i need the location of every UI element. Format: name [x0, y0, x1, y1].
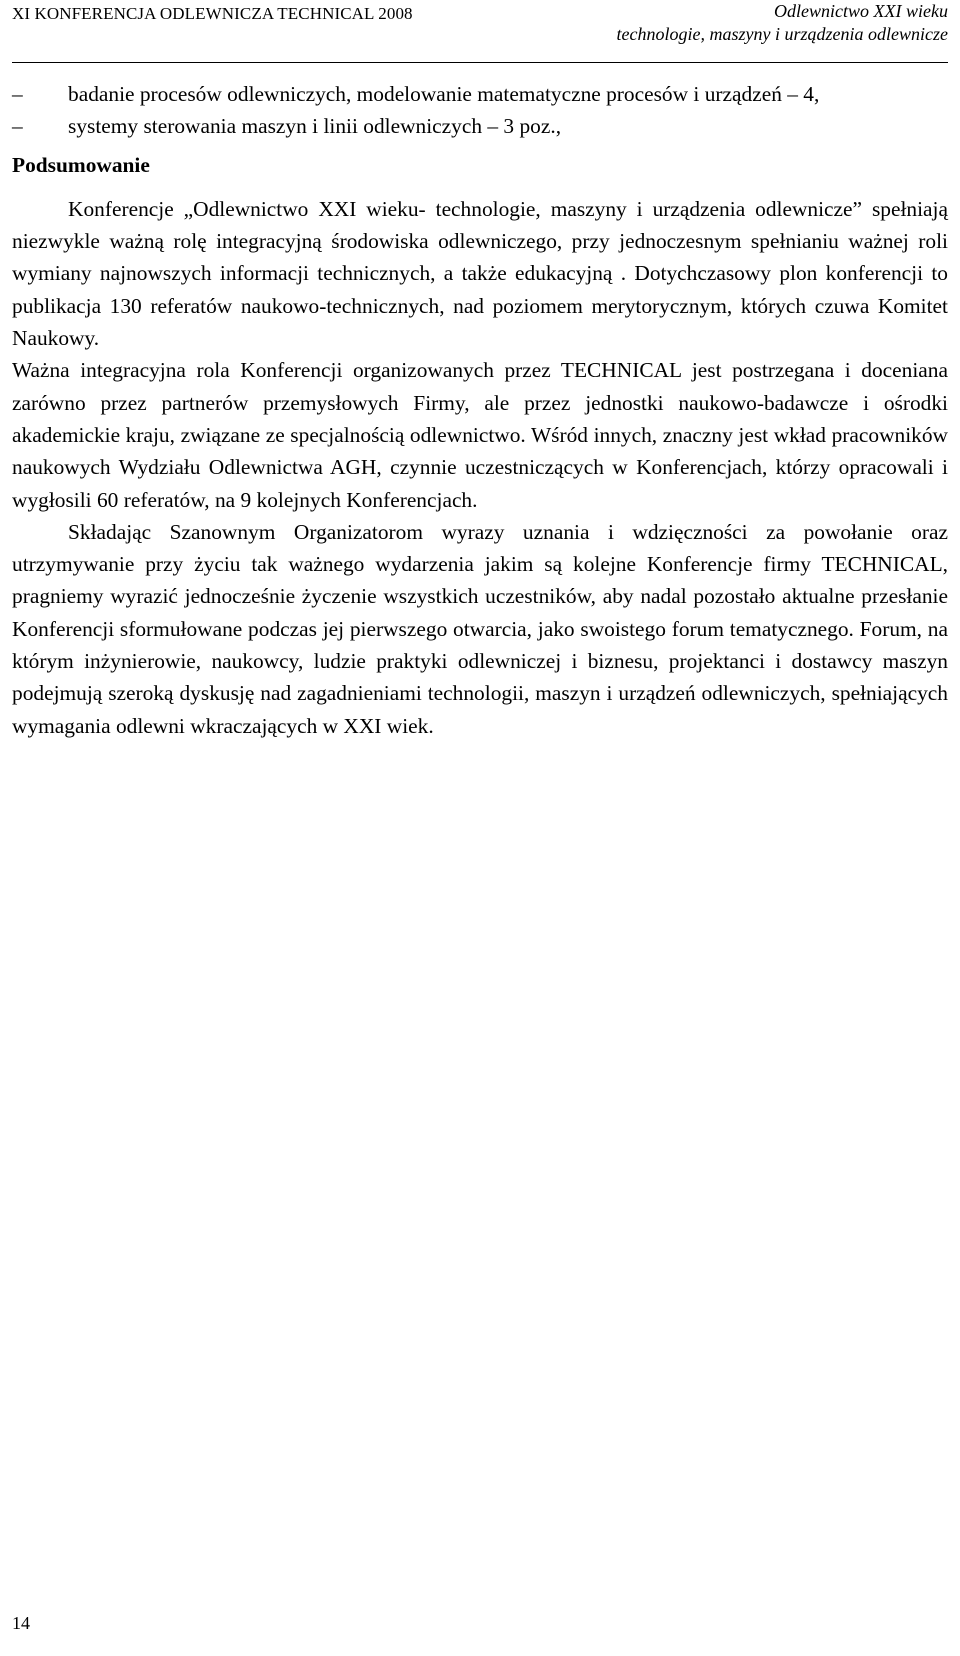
document-body [12, 78, 948, 742]
header-journal-title [617, 0, 948, 46]
list-dash: – [12, 114, 23, 139]
list-item [12, 78, 948, 110]
list-dash: – [12, 82, 23, 106]
header-journal-line1: Odlewnictwo XXI wieku [774, 1, 948, 21]
list-item-text: systemy sterowania maszyn i linii odlewniczych – 3 poz., [68, 114, 562, 139]
paragraph: Konferencje „Odlewnictwo XXI wieku- technologie, maszyny i urządzenia odlewnicze” spełniają niezwykle ważną rolę integracyjną środowiska odlewniczego, przy jednoczesnym spełnianiu ważnej roli wymiany najnowszych informacji technicznych, a także edukacyjną . Dotychczasowy plon konferencji to publikacja 130 referatów naukowo-technicznych, nad poziomem merytorycznym, których czuwa Komitet Naukowy. [12, 196, 948, 351]
running-header [12, 0, 948, 63]
paragraph: Składając Szanownym Organizatorom wyrazy uznania i wdzięczności za powołanie oraz utrzymywanie przy życiu tak ważnego wydarzenia jakim są kolejne Konferencje firmy TECHNICAL, pragniemy wyrazić jednocześnie życzenie wszystkich uczestników, aby nadal pozostało aktualne przesłanie Konferencji sformułowane podczas jej pierwszego otwarcia, jako swoistego forum tematycznego. Forum, na którym inżynierowie, naukowcy, ludzie praktyki odlewniczej i biznesu, projektanci i dostawcy maszyn podejmują szeroką dyskusję nad zagadnieniami technologii, maszyn i urządzeń odlewniczych, spełniających wymagania odlewni wkraczających w XXI wiek. [12, 519, 948, 738]
header-journal-line2: technologie, maszyny i urządzenia odlewnicze [616, 24, 948, 44]
page-number: 14 [12, 1613, 30, 1633]
list-item-text: badanie procesów odlewniczych, modelowanie matematyczne procesów i urządzeń – 4, [68, 82, 820, 106]
header-conference-title: XI KONFERENCJA ODLEWNICZA TECHNICAL 2008 [12, 4, 413, 23]
list-item [12, 110, 948, 142]
section-heading: Podsumowanie [12, 152, 150, 177]
paragraph: Ważna integracyjna rola Konferencji organizowanych przez TECHNICAL jest postrzegana i doceniana zarówno przez partnerów przemysłowych Firmy, ale przez jednostki naukowo-badawcze i ośrodki akademickie kraju, związane ze specjalnością odlewnictwo. Wśród innych, znaczny jest wkład pracowników naukowych Wydziału Odlewnictwa AGH, czynnie uczestniczących w Konferencjach, którzy opracowali i wygłosili 60 referatów, na 9 kolejnych Konferencjach. [12, 358, 948, 512]
